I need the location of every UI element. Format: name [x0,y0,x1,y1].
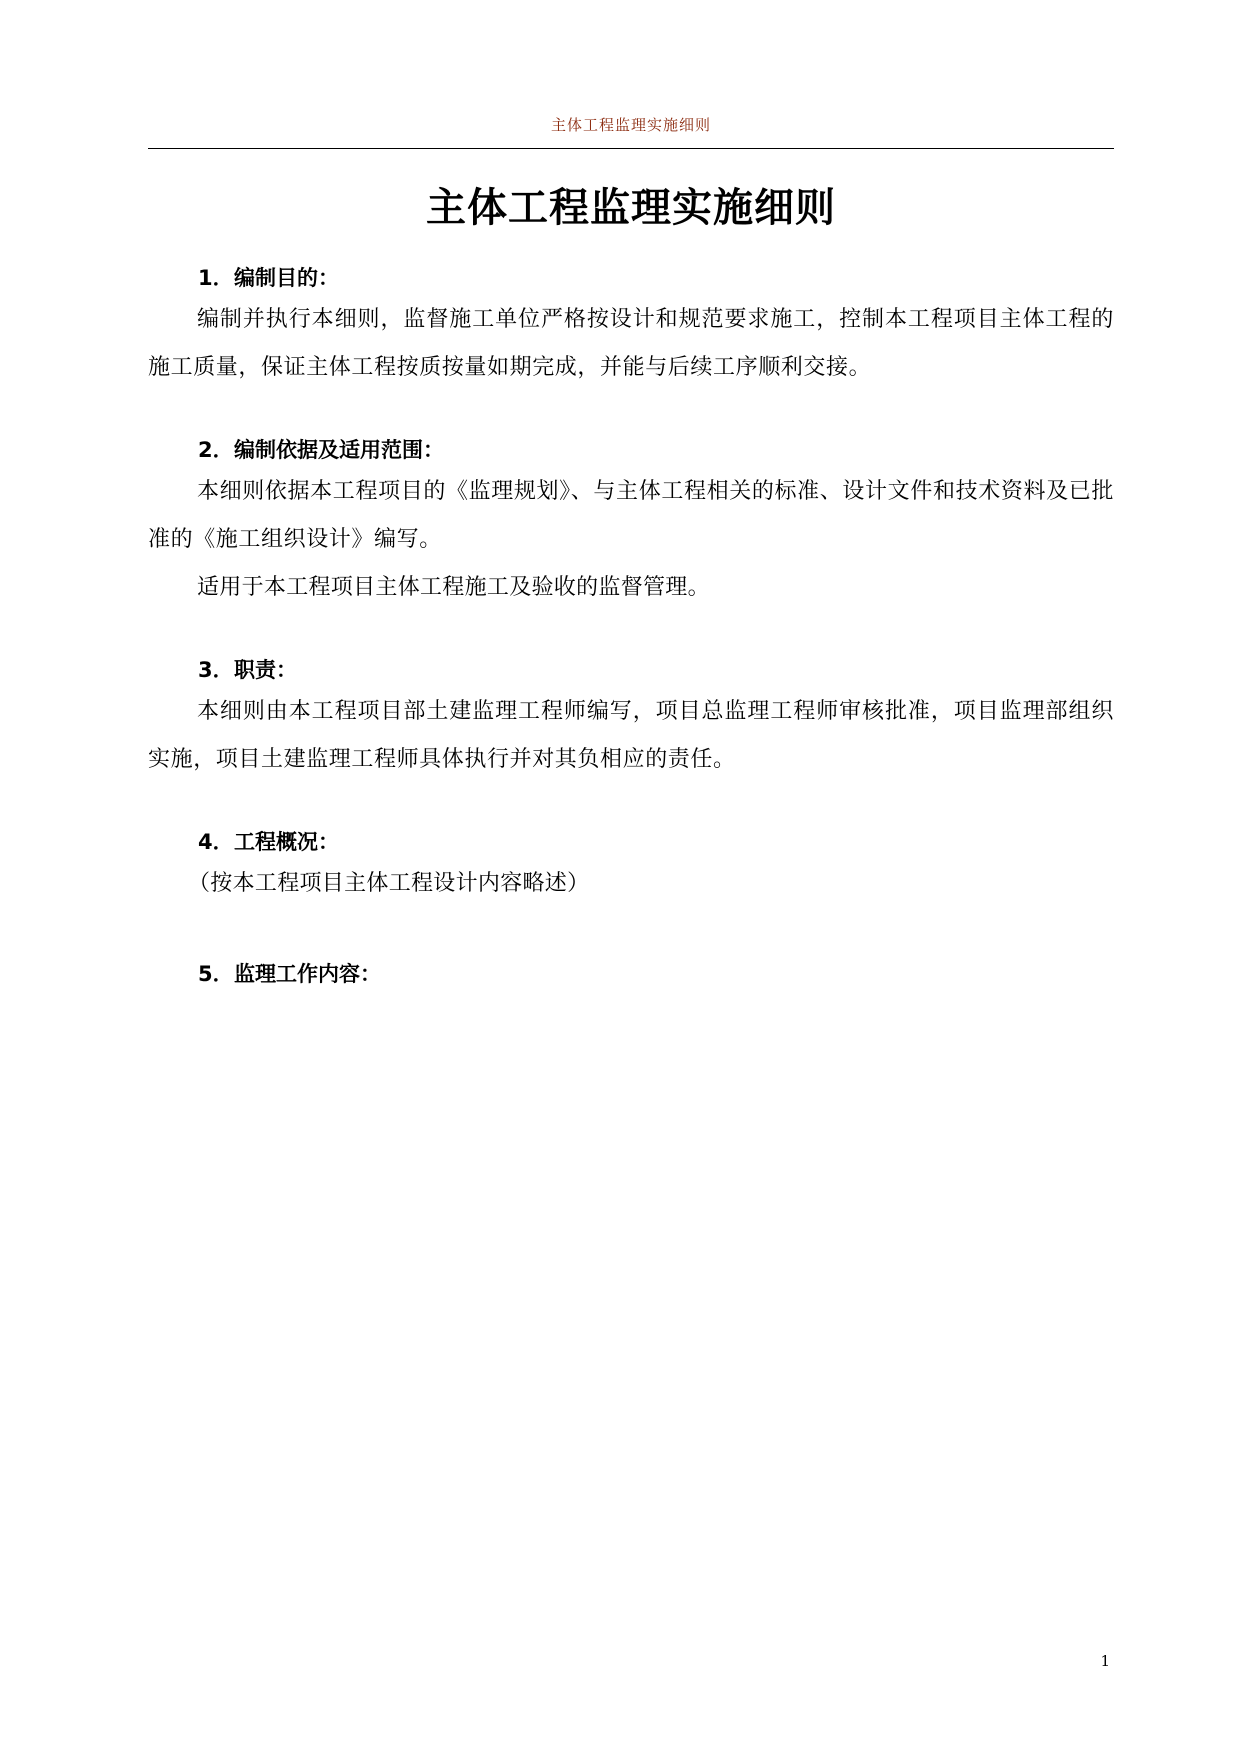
section-heading-basis-scope [198,434,444,466]
paragraph-scope: 适用于本工程项目主体工程施工及验收的监督管理。 [197,575,710,600]
running-header: 主体工程监理实施细则 [550,116,711,134]
section-number: 2． [198,438,234,462]
section-number: 5． [198,962,234,986]
section-title: 职责： [234,658,297,682]
section-number: 1． [198,266,234,290]
section-title: 编制目的： [234,266,339,290]
paragraph-responsibilities: 本细则由本工程项目部土建监理工程师编写，项目总监理工程师审核批准，项目监理部组织实施，项目土建监理工程师具体执行并对其负相应的责任。 [148,699,1114,772]
paragraph-project-overview: （按本工程项目主体工程设计内容略述） [188,871,590,896]
document-title: 主体工程监理实施细则 [426,185,836,231]
paragraph-basis: 本细则依据本工程项目的《监理规划》、与主体工程相关的标准、设计文件和技术资料及已批准的《施工组织设计》编写。 [148,479,1114,552]
page-number: 1 [1100,1652,1110,1670]
section-heading-supervision-work [198,958,381,990]
section-title: 工程概况： [234,830,339,854]
header-divider [148,148,1114,149]
section-heading-project-overview [198,826,339,858]
section-number: 3． [198,658,234,682]
section-title: 监理工作内容： [234,962,381,986]
section-heading-responsibilities [198,654,297,686]
section-number: 4． [198,830,234,854]
section-heading-purpose [198,262,339,294]
section-title: 编制依据及适用范围： [234,438,444,462]
paragraph-purpose: 编制并执行本细则，监督施工单位严格按设计和规范要求施工，控制本工程项目主体工程的施工质量，保证主体工程按质按量如期完成，并能与后续工序顺利交接。 [148,307,1114,380]
